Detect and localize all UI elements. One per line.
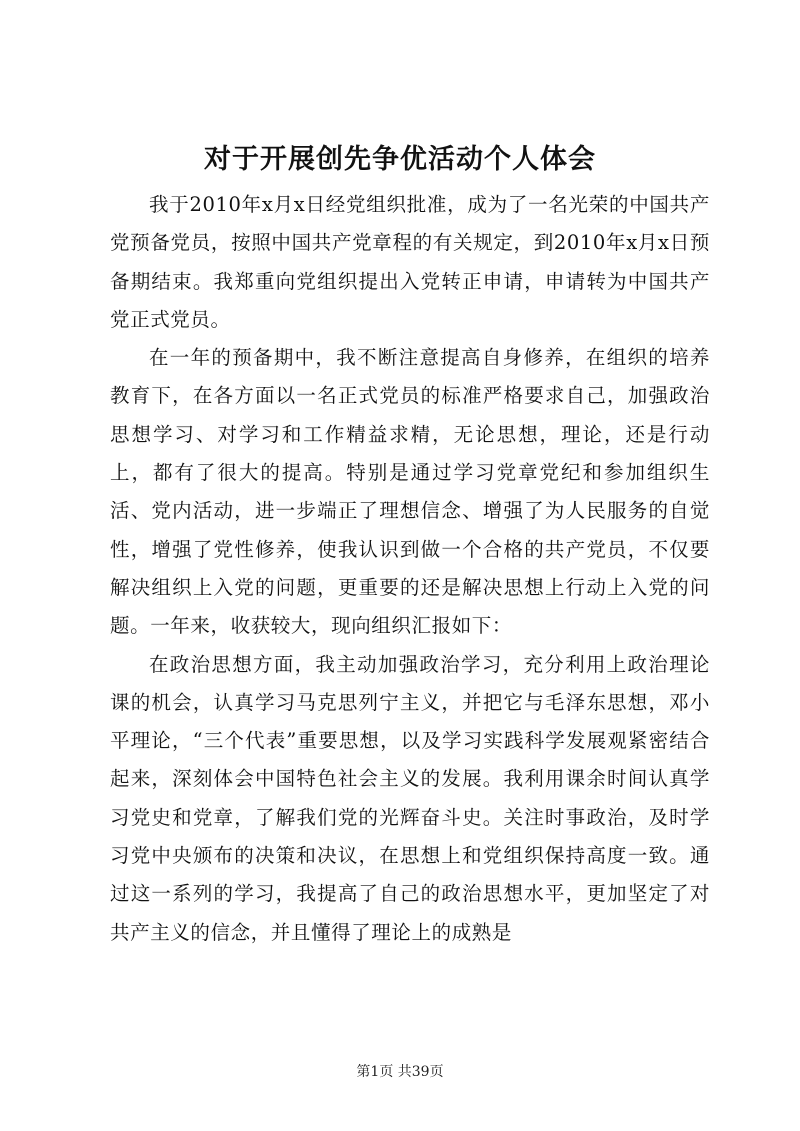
paragraph-3: 在政治思想方面，我主动加强政治学习，充分利用上政治理论课的机会，认真学习马克思列宁主义，并把它与毛泽东思想，邓小平理论，“三个代表”重要思想，以及学习实践科学发展观紧密结合起来，深刻体会中国特色社会主义的发展。我利用课余时间认真学习党史和党章，了解我们党的光辉奋斗史。关注时事政治，及时学习党中央颁布的决策和决议，在思想上和党组织保持高度一致。通过这一系列的学习，我提高了自己的政治思想水平，更加坚定了对共产主义的信念，并且懂得了理论上的成熟是 <box>110 652 710 944</box>
document-body <box>110 186 710 952</box>
document-title: 对于开展创先争优活动个人体会 <box>204 144 596 175</box>
paragraph-2: 在一年的预备期中，我不断注意提高自身修养，在组织的培养教育下，在各方面以一名正式党员的标准严格要求自己，加强政治思想学习、对学习和工作精益求精，无论思想，理论，还是行动上，都有了很大的提高。特别是通过学习党章党纪和参加组织生活、党内活动，进一步端正了理想信念、增强了为人民服务的自觉性，增强了党性修养，使我认识到做一个合格的共产党员，不仅要解决组织上入党的问题，更重要的还是解决思想上行动上入党的问题。一年来，收获较大，现向组织汇报如下： <box>110 346 710 638</box>
page-number-footer: 第1页 共39页 <box>356 1064 444 1080</box>
paragraph-1: 我于2010年x月x日经党组织批准，成为了一名光荣的中国共产党预备党员，按照中国共产党章程的有关规定，到2010年x月x日预备期结束。我郑重向党组织提出入党转正申请，申请转为中国共产党正式党员。 <box>110 193 710 331</box>
